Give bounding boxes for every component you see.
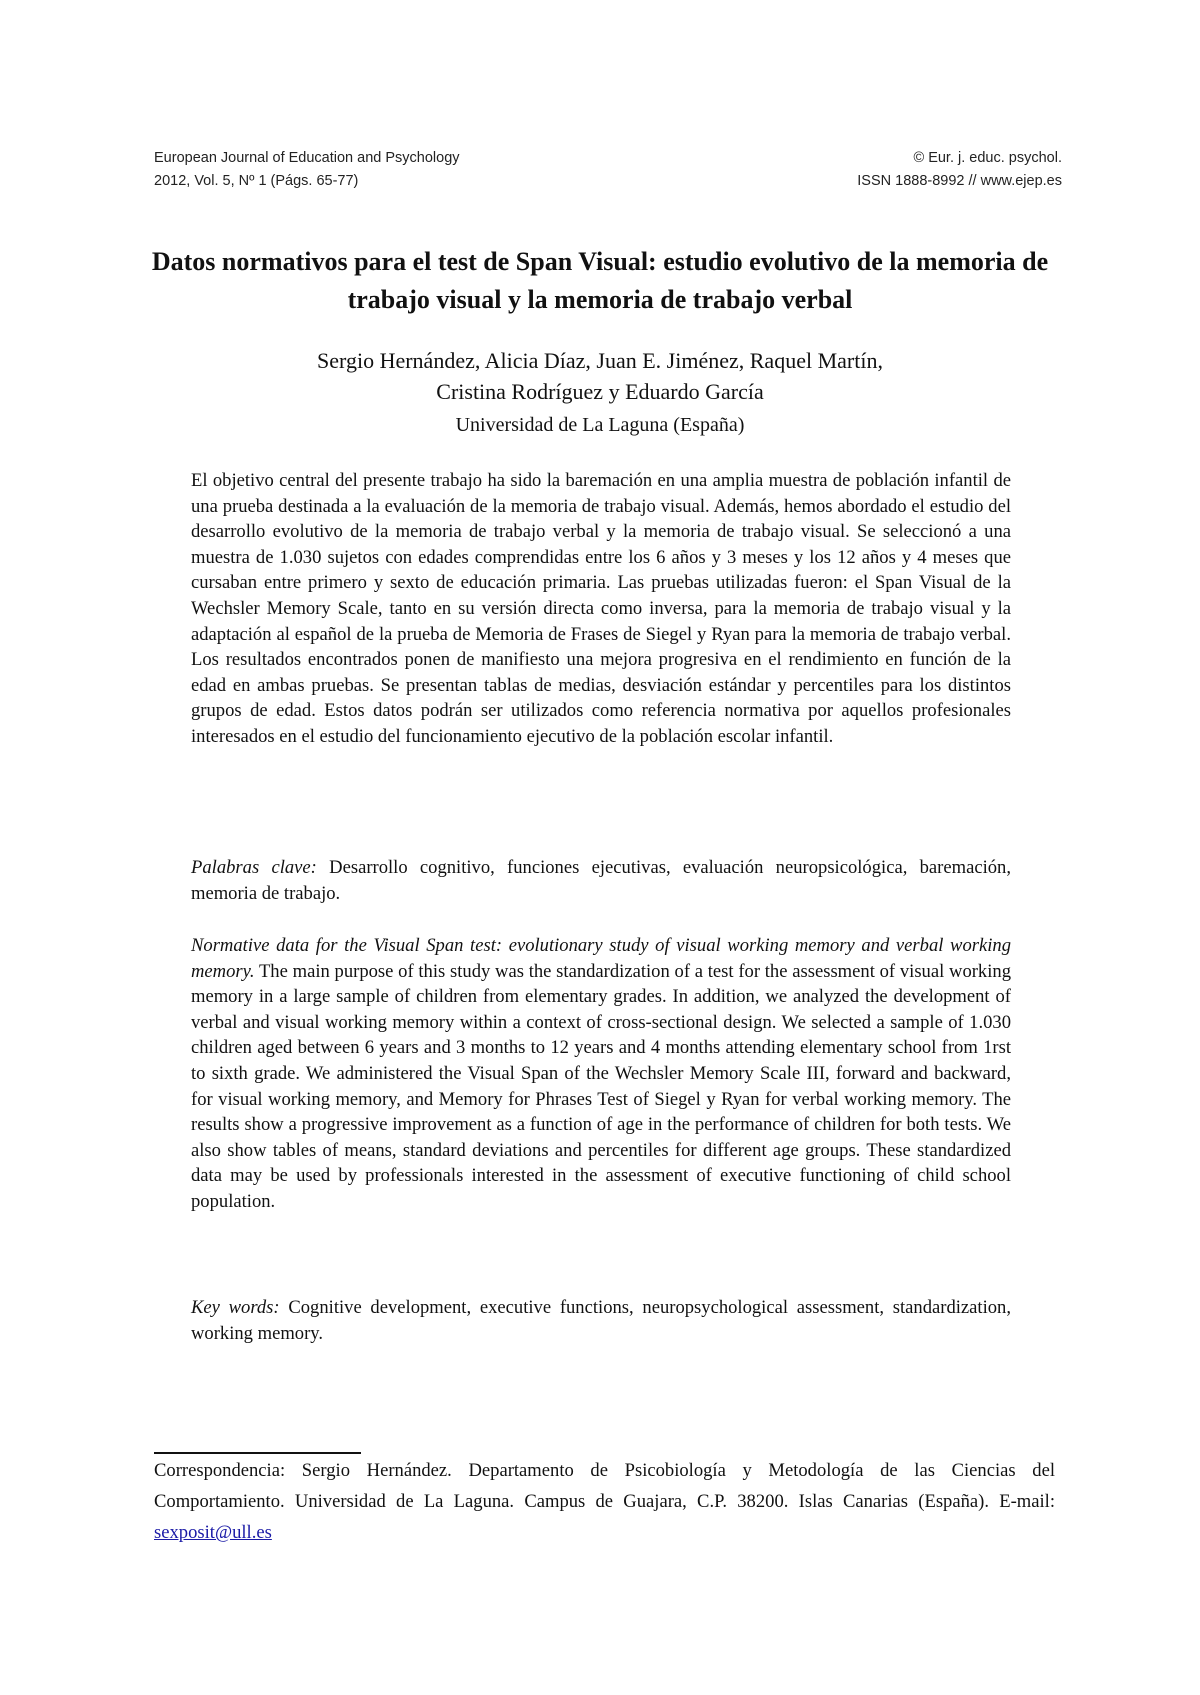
keywords-spanish-label: Palabras clave:	[191, 857, 317, 878]
keywords-english	[191, 1295, 1011, 1346]
keywords-spanish	[191, 855, 1011, 906]
journal-issue: 2012, Vol. 5, Nº 1 (Págs. 65-77)	[154, 173, 359, 189]
footnote-text: Correspondencia: Sergio Hernández. Departamento de Psicobiología y Metodología de las Ciencias del Comportamiento. Universidad de La Laguna. Campus de Guajara, C.P. 38200. Islas Canarias (España). E-mail:	[154, 1460, 1055, 1512]
abstract-english-text: The main purpose of this study was the standardization of a test for the assessment of visual working memory in a large sample of children from elementary grades. In addition, we analyzed the development of verbal and visual working memory within a context of cross-sectional design. We selected a sample of 1.030 children aged between 6 years and 3 months to 12 years and 4 months attending elementary school from 1rst to sixth grade. We administered the Visual Span of the Wechsler Memory Scale III, forward and backward, for visual working memory, and Memory for Phrases Test of Siegel y Ryan for verbal working memory. The results show a progressive improvement as a function of age in the performance of children for both tests. We also show tables of means, standard deviations and percentiles for different age groups. These standardized data may be used by professionals interested in the assessment of executive functioning of child school population.	[191, 960, 1011, 1212]
authors-line-2: Cristina Rodríguez y Eduardo García	[436, 379, 764, 404]
journal-issn: ISSN 1888-8992 // www.ejep.es	[857, 173, 1062, 189]
correspondence-footnote	[154, 1455, 1055, 1548]
header-row-1	[154, 147, 1062, 170]
paper-title: Datos normativos para el test de Span Visual: estudio evolutivo de la memoria de trabajo visual y la memoria de trabajo verbal	[151, 247, 1049, 314]
affiliation: Universidad de La Laguna (España)	[455, 414, 745, 436]
keywords-english-label: Key words:	[191, 1297, 280, 1318]
email-link[interactable]: sexposit@ull.es	[154, 1522, 272, 1543]
authors-line-1: Sergio Hernández, Alicia Díaz, Juan E. Jiménez, Raquel Martín,	[317, 348, 883, 373]
header-row-2	[154, 170, 1062, 193]
journal-copyright: © Eur. j. educ. psychol.	[913, 150, 1062, 166]
keywords-english-text: Cognitive development, executive functions, neuropsychological assessment, standardization, working memory.	[191, 1297, 1011, 1344]
abstract-spanish-text: El objetivo central del presente trabajo ha sido la baremación en una amplia muestra de población infantil de una prueba destinada a la evaluación de la memoria de trabajo visual. Además, hemos abordado el estudio del desarrollo evolutivo de la memoria de trabajo verbal y la memoria de trabajo visual. Se seleccionó a una muestra de 1.030 sujetos con edades comprendidas entre los 6 años y 3 meses y los 12 años y 4 meses que cursaban entre primero y sexto de educación primaria. Las pruebas utilizadas fueron: el Span Visual de la Wechsler Memory Scale, tanto en su versión directa como inversa, para la memoria de trabajo visual y la adaptación al español de la prueba de Memoria de Frases de Siegel y Ryan para la memoria de trabajo verbal. Los resultados encontrados ponen de manifiesto una mejora progresiva en el rendimiento en función de la edad en ambas pruebas. Se presentan tablas de medias, desviación estándar y percentiles para los distintos grupos de edad. Estos datos podrán ser utilizados como referencia normativa por aquellos profesionales interesados en el estudio del funcionamiento ejecutivo de la población escolar infantil.	[191, 470, 1011, 747]
keywords-spanish-text: Desarrollo cognitivo, funciones ejecutivas, evaluación neuropsicológica, baremación, memoria de trabajo.	[191, 857, 1011, 904]
footnote-divider	[154, 1452, 361, 1454]
author-list	[120, 345, 1080, 407]
abstract-spanish	[191, 468, 1011, 750]
abstract-english-title: Normative data for the Visual Span test: evolutionary study of visual working memory and verbal working memory.	[191, 935, 1011, 982]
abstract-english	[191, 933, 1011, 1215]
running-header	[154, 147, 1062, 193]
journal-name: European Journal of Education and Psychology	[154, 150, 460, 166]
